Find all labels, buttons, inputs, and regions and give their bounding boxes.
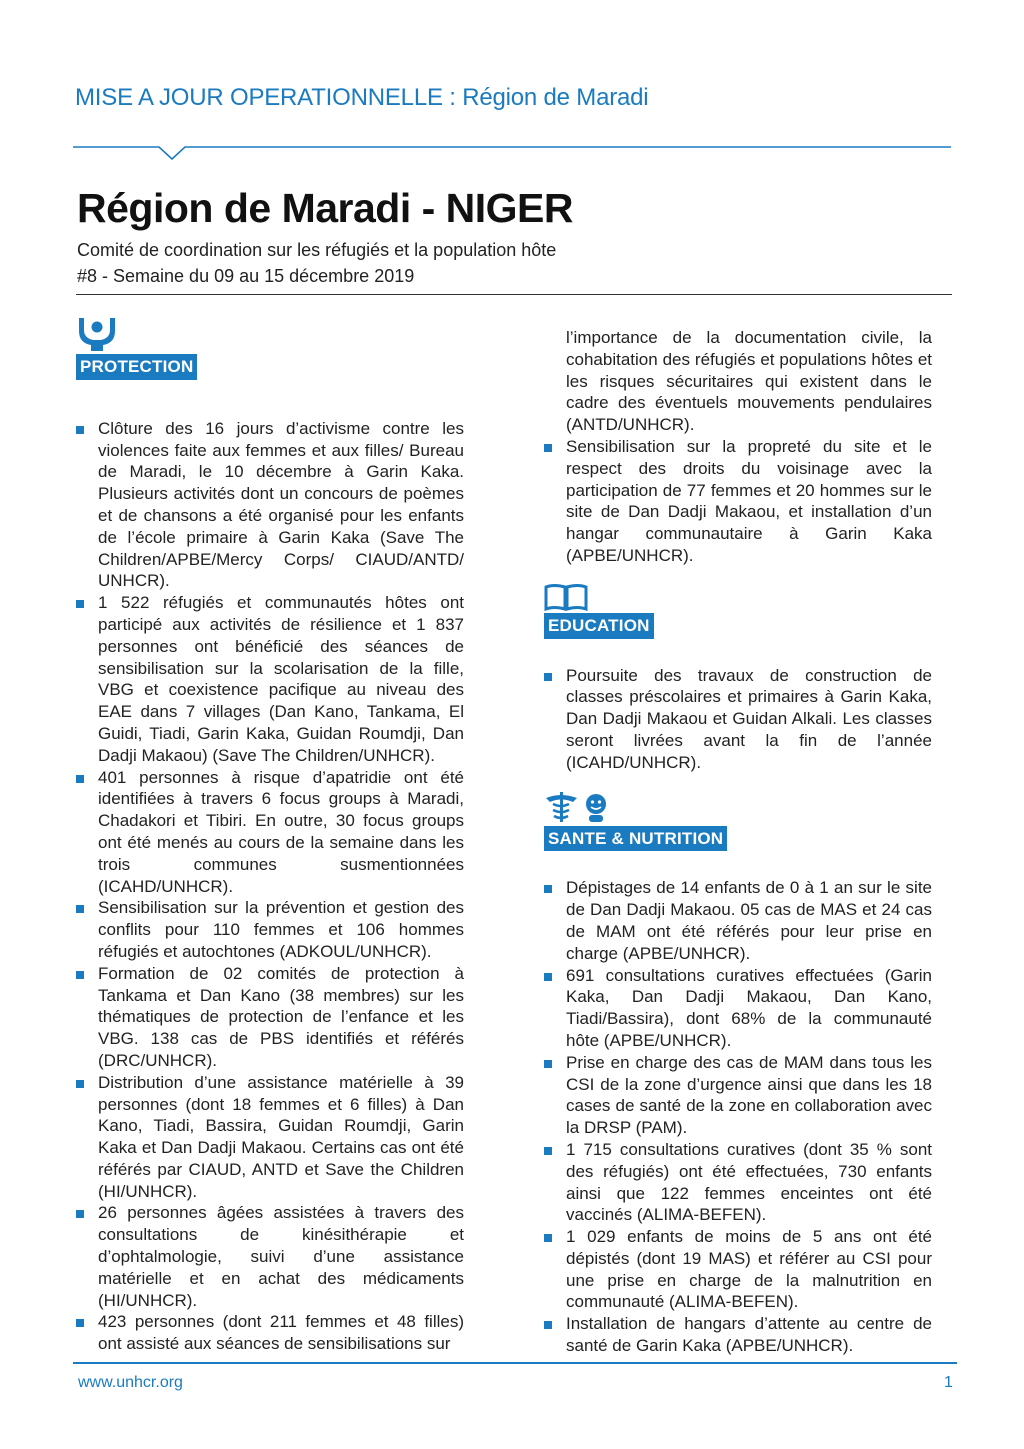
list-item: Dépistages de 14 enfants de 0 à 1 an sur le site de Dan Dadji Makaou. 05 cas de MAS et 24 cas de MAM ont été référés pour leur prise en charge (APBE/UNHCR). <box>544 877 932 964</box>
document-week: #8 - Semaine du 09 au 15 décembre 2019 <box>77 266 415 286</box>
book-icon <box>544 583 588 611</box>
title-divider <box>76 294 952 295</box>
education-section-header <box>544 583 932 639</box>
sante-list <box>544 877 932 1357</box>
health-nutrition-icon <box>544 790 612 824</box>
list-item: 423 personnes (dont 211 femmes et 48 filles) ont assisté aux séances de sensibilisations sur <box>76 1311 464 1355</box>
list-item: Sensibilisation sur la prévention et gestion des conflits pour 110 femmes et 106 hommes réfugiés et autochtones (ADKOUL/UNHCR). <box>76 897 464 962</box>
left-column <box>76 316 464 1355</box>
protection-continuation: l’importance de la documentation civile, la cohabitation des réfugiés et populations hôtes et les risques sécuritaires qui existent dans le cadre des éventuels mouvements pendulaires (ANTD/UNHCR). <box>566 328 932 435</box>
document-subtitle: Comité de coordination sur les réfugiés et la population hôte <box>77 240 557 260</box>
header-title: MISE A JOUR OPERATIONNELLE : Région de Maradi <box>75 84 649 111</box>
sante-label: SANTE & NUTRITION <box>544 826 727 852</box>
protection-list-continued <box>544 436 932 567</box>
footer-divider <box>73 1362 957 1364</box>
list-item: 1 029 enfants de moins de 5 ans ont été dépistés (dont 19 MAS) et référer au CSI pour une prise en charge de la malnutrition en communauté (ALIMA-BEFEN). <box>544 1226 932 1313</box>
list-item: 401 personnes à risque d’apatridie ont été identifiées à travers 6 focus groups à Maradi, Chadakori et Tibiri. En outre, 30 focus groups ont été menés au cours de la semaine dans les trois communes susmentionnées (ICAHD/UNHCR). <box>76 767 464 898</box>
page-number: 1 <box>944 1374 953 1391</box>
list-item: 1 715 consultations curatives (dont 35 % sont des réfugiés) ont été effectuées, 730 enfants ainsi que 122 femmes enceintes ont été vaccinés (ALIMA-BEFEN). <box>544 1139 932 1226</box>
list-item: Formation de 02 comités de protection à Tankama et Dan Kano (38 membres) sur les thématiques de protection de l’enfance et les VBG. 138 cas de PBS identifiés et référés (DRC/UNHCR). <box>76 963 464 1072</box>
list-item: Prise en charge des cas de MAM dans tous les CSI de la zone d’urgence ainsi que dans les 18 cases de santé de la zone en collaboration avec la DRSP (PAM). <box>544 1052 932 1139</box>
list-item: 1 522 réfugiés et communautés hôtes ont participé aux activités de résilience et 1 837 personnes ont bénéficié des séances de sensibilisation sur la scolarisation de la fille, VBG et coexistence pacifique au niveau des EAE dans 7 villages (Dan Kano, Tankama, El Guidi, Tiadi, Garin Kaka, Guidan Roumdji, Dan Dadji Makaou) (Save The Children/UNHCR). <box>76 592 464 766</box>
protection-list <box>76 418 464 1355</box>
right-column <box>544 327 932 1357</box>
list-item: 26 personnes âgées assistées à travers des consultations de kinésithérapie et d’ophtalmologie, suivi d’une assistance matérielle et en achat des médicaments (HI/UNHCR). <box>76 1202 464 1311</box>
sante-section-header <box>544 790 932 852</box>
protection-section-header <box>76 316 464 380</box>
list-item: Installation de hangars d’attente au centre de santé de Garin Kaka (APBE/UNHCR). <box>544 1313 932 1357</box>
list-item: Sensibilisation sur la propreté du site et le respect des droits du voisinage avec la participation de 77 femmes et 20 hommes sur le site de Dan Dadji Makaou, et installation d’un hangar communautaire à Garin Kaka (APBE/UNHCR). <box>544 436 932 567</box>
footer-url-link[interactable]: www.unhcr.org <box>78 1374 183 1391</box>
list-item: Distribution d’une assistance matérielle à 39 personnes (dont 18 femmes et 6 filles) à Dan Kano, Tiadi, Bassira, Guidan Roumdji, Garin Kaka et Dan Dadji Makaou. Certains cas ont été référés par CIAUD, ANTD et Save the Children (HI/UNHCR). <box>76 1072 464 1203</box>
list-item: Clôture des 16 jours d’activisme contre les violences faite aux femmes et aux filles/ Bureau de Maradi, le 10 décembre à Garin Kaka. Plusieurs activités dont un concours de poèmes et de chansons a été organisé pour les enfants de l’école primaire à Garin Kaka (Save The Children/APBE/Mercy Corps/ CIAUD/ANTD/ UNHCR). <box>76 418 464 592</box>
protection-label: PROTECTION <box>76 354 197 380</box>
education-list <box>544 665 932 774</box>
header-divider <box>73 146 951 160</box>
protection-icon <box>76 316 118 352</box>
document-title: Région de Maradi - NIGER <box>77 185 573 231</box>
list-item: 691 consultations curatives effectuées (Garin Kaka, Dan Dadji Makaou, Dan Kano, Tiadi/Bassira), dont 68% de la communauté hôte (APBE/UNHCR). <box>544 965 932 1052</box>
list-item: Poursuite des travaux de construction de classes préscolaires et primaires à Garin Kaka, Dan Dadji Makaou et Guidan Alkali. Les classes seront livrées avant la fin de l’année (ICAHD/UNHCR). <box>544 665 932 774</box>
education-label: EDUCATION <box>544 613 654 639</box>
